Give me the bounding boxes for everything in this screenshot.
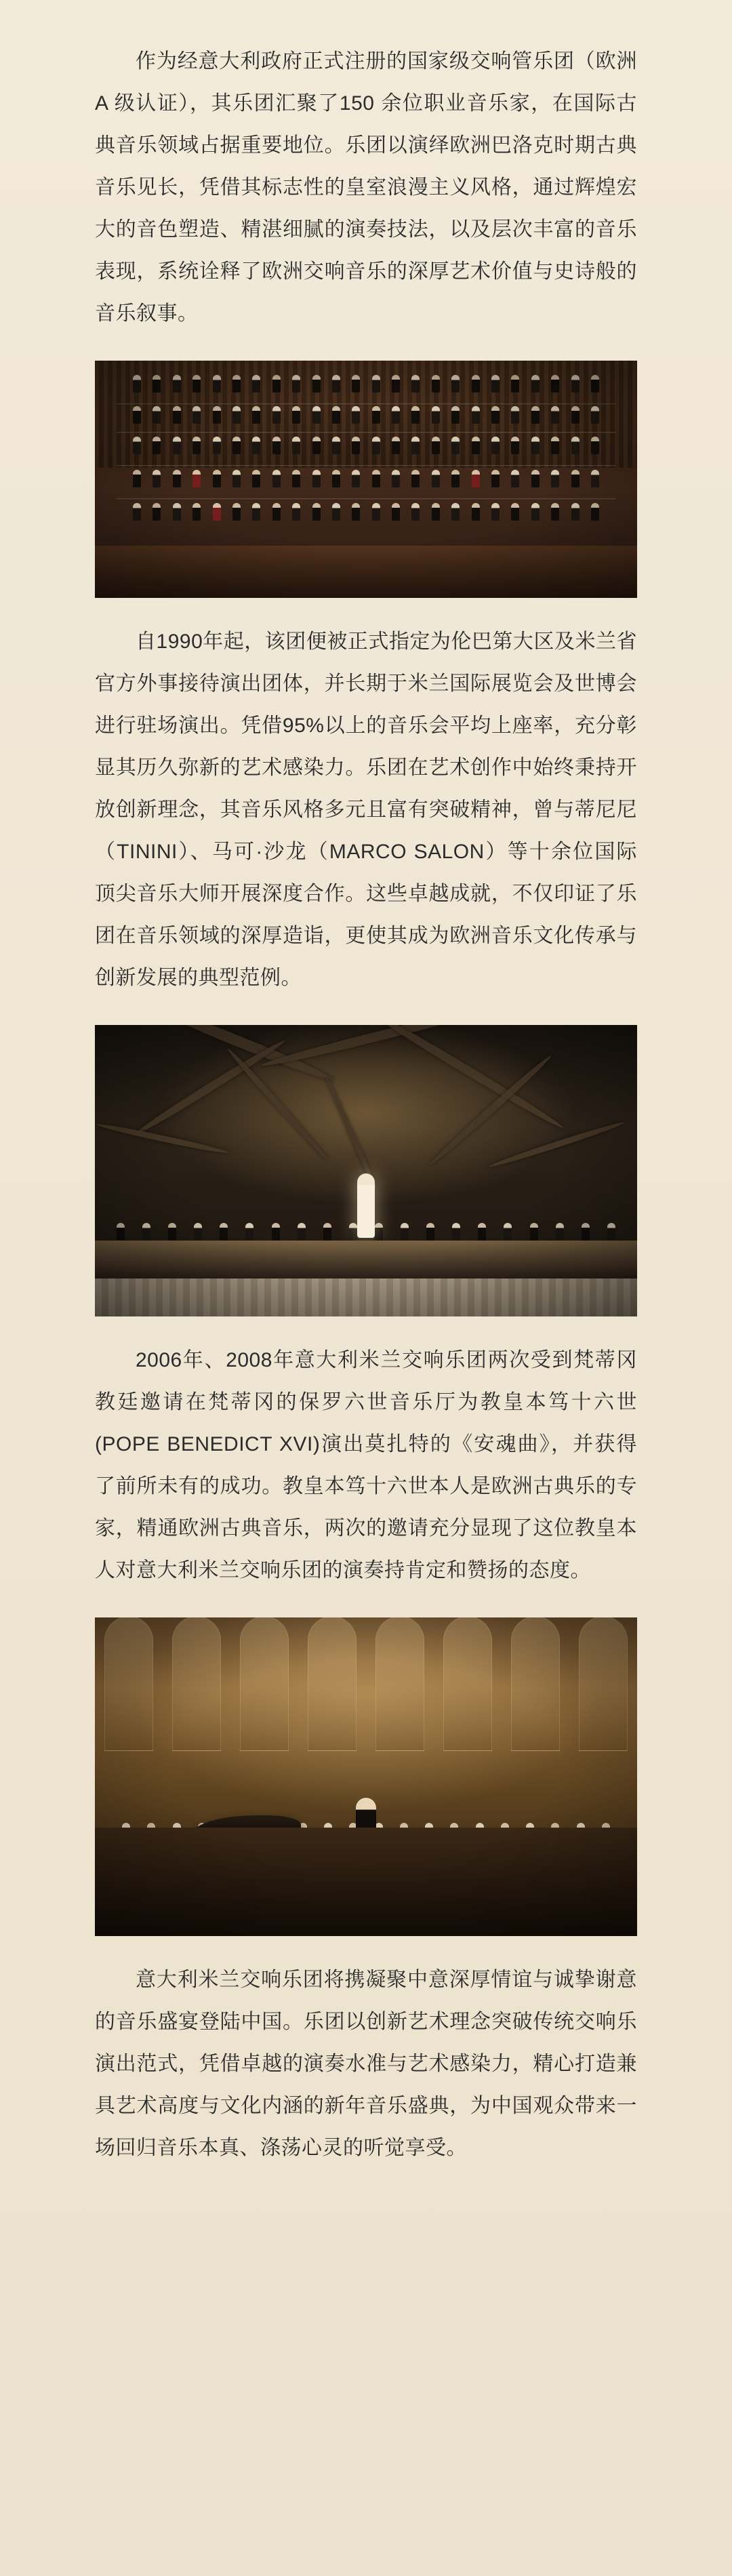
image-orchestra-group-photo xyxy=(95,361,637,598)
article-content xyxy=(61,0,671,2576)
paragraph-vatican: 2006年、2008年意大利米兰交响乐团两次受到梵蒂冈教廷邀请在梵蒂冈的保罗六世音乐厅为教皇本笃十六世(POPE BENEDICT XVI)演出莫扎特的《安魂曲》，并获得了前所未有的成功。教皇本笃十六世本人是欧洲古典乐的专家，精通欧洲古典音乐，两次的邀请充分显现了这位教皇本人对意大利米兰交响乐团的演奏持肯定和赞扬的态度。 xyxy=(95,1349,637,1582)
image-golden-hall-concert xyxy=(95,1617,637,1936)
paragraph-history: 自1990年起，该团便被正式指定为伦巴第大区及米兰省官方外事接待演出团体，并长期于米兰国际展览会及世博会进行驻场演出。凭借95%以上的音乐会平均上座率，充分彰显其历久弥新的艺术感染力。乐团在艺术创作中始终秉持开放创新理念，其音乐风格多元且富有突破精神，曾与蒂尼尼（TININI）、马可·沙龙（MARCO SALON）等十余位国际顶尖音乐大师开展深度合作。这些卓越成就，不仅印证了乐团在音乐领域的深厚造诣，更使其成为欧洲音乐文化传承与创新发展的典型范例。 xyxy=(95,630,637,989)
image1-vignette xyxy=(95,361,637,598)
image3-vignette xyxy=(95,1617,637,1936)
image-soprano-performance xyxy=(95,1025,637,1316)
paragraph-china-tour: 意大利米兰交响乐团将携凝聚中意深厚情谊与诚挚谢意的音乐盛宴登陆中国。乐团以创新艺术理念突破传统交响乐演出范式，凭借卓越的演奏水准与艺术感染力，精心打造兼具艺术高度与文化内涵的新年音乐盛典，为中国观众带来一场回归音乐本真、涤荡心灵的听觉享受。 xyxy=(95,1969,637,2159)
image2-vignette xyxy=(95,1025,637,1316)
paragraph-intro: 作为经意大利政府正式注册的国家级交响管乐团（欧洲 A 级认证），其乐团汇聚了150 余位职业音乐家，在国际古典音乐领域占据重要地位。乐团以演绎欧洲巴洛克时期古典音乐见长，凭借其标志性的皇室浪漫主义风格，通过辉煌宏大的音色塑造、精湛细腻的演奏技法，以及层次丰富的音乐表现，系统诠释了欧洲交响音乐的深厚艺术价值与史诗般的音乐叙事。 xyxy=(95,50,637,325)
